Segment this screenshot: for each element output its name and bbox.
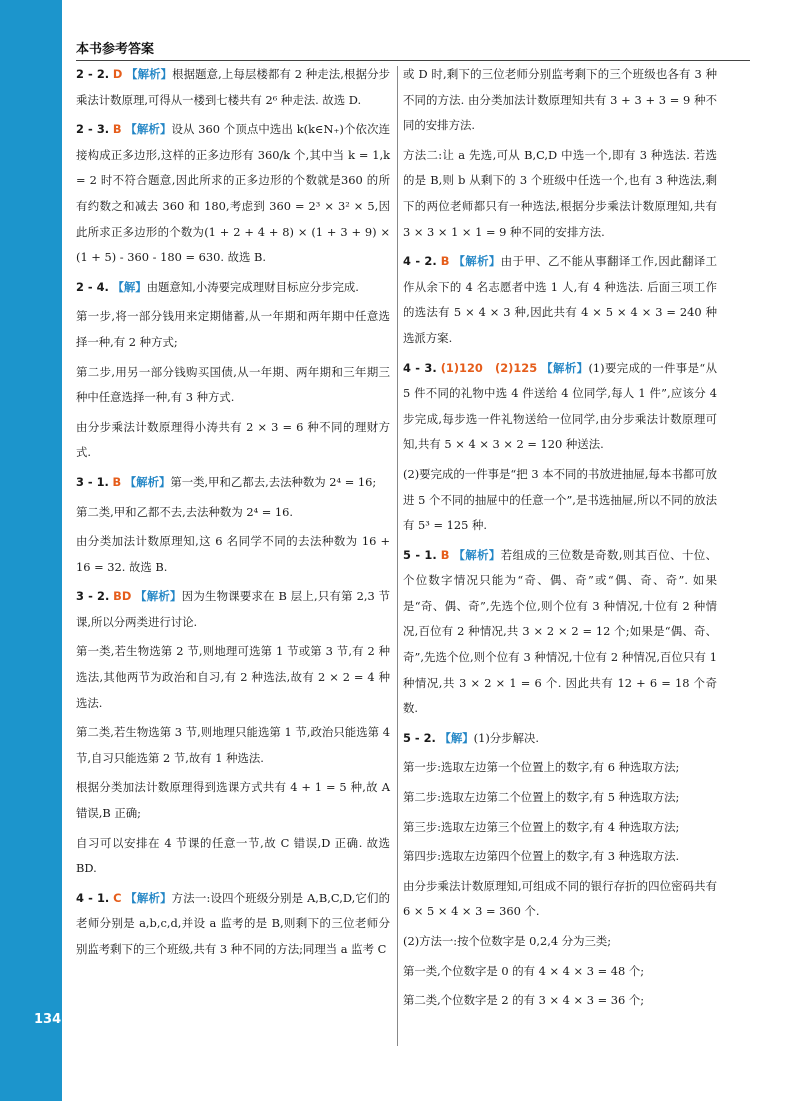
left-column (76, 62, 390, 967)
page-number: 134 (34, 1012, 62, 1027)
explanation-text: 由分类加法计数原理知,这 6 名同学不同的去法种数为 16 + 16 = 32. 故选 B. (76, 534, 390, 574)
answer-paragraph (403, 959, 717, 985)
answer-choice: D (112, 67, 123, 81)
solution-tag: 【解析】 (541, 360, 589, 375)
explanation-text: 第四步:选取左边第四个位置上的数字,有 3 种选取方法. (403, 849, 680, 864)
solution-tag: 【解析】 (125, 890, 172, 905)
right-column (403, 62, 717, 1018)
explanation-text: 若组成的三位数是奇数,则其百位、十位、个位数字情况只能为“奇、偶、奇”或“偶、奇、奇”. 如果是“奇、偶、奇”,先选个位,则个位有 3 种情况,十位有 2 种情况,百位有 2 种情况,共 3 × 2 × 2 = 12 个;如果是“偶、奇、奇”,先选个位,则个位有 3 种情况,十位有 2 种情况,百位只有 1 种情况,共 3 × 2 × 1 = 6 个. 因此共有 12 + 6 = 18 个奇数. (403, 547, 717, 716)
explanation-text: 第一类,个位数字是 0 的有 4 × 4 × 3 = 48 个; (403, 963, 645, 978)
explanation-text: 第三步:选取左边第三个位置上的数字,有 4 种选取方法; (403, 819, 680, 834)
problem-number: 5 - 1. (403, 547, 437, 562)
explanation-text: 方法一:设四个班级分别是 A,B,C,D,它们的老师分别是 a,b,c,d,并设 a 监考的是 B,则剩下的三位老师分别监考剩下的三个班级,共有 3 种不同的方法;同理当 a 监考 C (76, 890, 390, 956)
answer-paragraph (76, 886, 390, 963)
answer-paragraph (403, 62, 717, 139)
problem-number: 2 - 3. (76, 122, 110, 137)
explanation-text: 第二类,个位数字是 2 的有 3 × 4 × 3 = 36 个; (403, 993, 645, 1008)
explanation-text: 由分步乘法计数原理得小涛共有 2 × 3 = 6 种不同的理财方式. (76, 419, 390, 460)
solution-tag: 【解】 (112, 279, 147, 294)
solution-tag: 【解析】 (124, 474, 171, 489)
answer-paragraph (403, 249, 717, 351)
problem-number: 4 - 2. (403, 254, 437, 269)
explanation-text: 第一步:选取左边第一个位置上的数字,有 6 种选取方法; (403, 760, 680, 775)
explanation-text: 自习可以安排在 4 节课的任意一节,故 C 错误,D 正确. 故选BD. (76, 835, 390, 876)
answer-paragraph (403, 785, 717, 811)
answer-paragraph (403, 844, 717, 870)
answer-paragraph (76, 775, 390, 826)
explanation-text: 因为生物课要求在 B 层上,只有第 2,3 节课,所以分两类进行讨论. (76, 589, 390, 629)
answer-paragraph (76, 720, 390, 771)
explanation-text: 由分步乘法计数原理知,可组成不同的银行存折的四位密码共有 6 × 5 × 4 × 3 = 360 个. (403, 878, 717, 919)
explanation-text: 由题意知,小涛要完成理财目标应分步完成. (146, 279, 359, 294)
solution-tag: 【解析】 (126, 67, 173, 81)
problem-number: 3 - 2. (76, 589, 110, 604)
answer-paragraph (403, 755, 717, 781)
answer-choice: (1)120 (2)125 (440, 360, 538, 375)
header-rule (76, 60, 750, 61)
answer-paragraph (76, 117, 390, 271)
answer-paragraph (403, 462, 717, 539)
explanation-text: 由于甲、乙不能从事翻译工作,因此翻译工作从余下的 4 名志愿者中选 1 人,有 4 种选法. 后面三项工作的选法有 5 × 4 × 3 种,因此共有 4 × 5 × 4 × 3 = 240 种选派方案. (403, 254, 717, 345)
answer-choice: B (112, 474, 122, 489)
answer-paragraph (76, 275, 390, 301)
answer-choice: C (113, 890, 122, 905)
problem-number: 5 - 2. (403, 730, 436, 745)
problem-number: 4 - 1. (76, 890, 110, 905)
explanation-text: 方法二:让 a 先选,可从 B,C,D 中选一个,即有 3 种选法. 若选的是 B,则 b 从剩下的 3 个班级中任选一个,也有 3 种选法,剩下的两位老师都只有一种选法,根据分步乘法计数原理知,共有 3 × 3 × 1 × 1 = 9 种不同的安排方法. (403, 147, 717, 239)
explanation-text: (2)方法一:按个位数字是 0,2,4 分为三类; (403, 934, 612, 948)
answer-paragraph (403, 543, 717, 722)
explanation-text: 第一步,将一部分钱用来定期储蓄,从一年期和两年期中任意选择一种,有 2 种方式; (76, 309, 390, 349)
explanation-text: 第二步:选取左边第二个位置上的数字,有 5 种选取方法; (403, 790, 680, 805)
answer-paragraph (76, 470, 390, 496)
solution-tag: 【解析】 (135, 589, 182, 604)
problem-number: 3 - 1. (76, 474, 109, 489)
page-header-title: 本书参考答案 (76, 42, 155, 57)
answer-paragraph (403, 143, 717, 245)
explanation-text: 第二类,甲和乙都不去,去法种数为 2⁴ = 16. (76, 504, 294, 519)
solution-tag: 【解析】 (453, 547, 501, 562)
explanation-text: (2)要完成的一件事是“把 3 本不同的书放进抽屉,每本书都可放进 5 个不同的抽屉中的任意一个”,是书选抽屉,所以不同的放法有 5³ = 125 种. (403, 466, 717, 533)
answer-paragraph (76, 62, 390, 113)
explanation-text: 设从 360 个顶点中选出 k(k∈N₊)个依次连接构成正多边形,这样的正多边形有 360/k 个,其中当 k = 1,k = 2 时不符合题意,因此所求的正多边形的个数就是360 的所有约数之和减去 360 和 180,考虑到 360 = 2³ × 3² × 5,因此所求正多边形的个数为(1 + 2 + 4 + 8) × (1 + 3 + 9) × (1 + 5) - 360 - 180 = 630. 故选 B. (76, 122, 390, 265)
solution-tag: 【解析】 (453, 254, 501, 269)
answer-paragraph (76, 639, 390, 716)
explanation-text: 第二类,若生物选第 3 节,则地理只能选第 1 节,政治只能选第 4 节,自习只能选第 2 节,故有 1 种选法. (76, 725, 390, 765)
answer-paragraph (403, 988, 717, 1014)
problem-number: 2 - 2. (76, 67, 110, 81)
column-divider (397, 66, 398, 1046)
answer-paragraph (76, 529, 390, 580)
answer-paragraph (76, 831, 390, 882)
side-color-bar (0, 0, 62, 1101)
answer-choice: B (440, 547, 450, 562)
answer-choice: BD (113, 589, 132, 604)
explanation-text: 第一类,甲和乙都去,去法种数为 2⁴ = 16; (170, 474, 377, 489)
explanation-text: 第一类,若生物选第 2 节,则地理可选第 1 节或第 3 节,有 2 种选法,其他两节为政治和自习,有 2 种选法,故有 2 × 2 = 4 种选法. (76, 644, 390, 710)
answer-paragraph (403, 356, 717, 458)
explanation-text: 或 D 时,剩下的三位老师分别监考剩下的三个班级也各有 3 种不同的方法. 由分类加法计数原理知共有 3 + 3 + 3 = 9 种不同的安排方法. (403, 67, 717, 133)
solution-tag: 【解】 (439, 730, 474, 745)
answer-paragraph (76, 304, 390, 355)
answer-paragraph (403, 874, 717, 925)
answer-choice: B (112, 122, 122, 137)
solution-tag: 【解析】 (125, 122, 172, 137)
answer-paragraph (76, 584, 390, 635)
answer-paragraph (403, 929, 717, 955)
explanation-text: 第二步,用另一部分钱购买国债,从一年期、两年期和三年期三种中任意选择一种,有 3 种方式. (76, 364, 390, 405)
problem-number: 4 - 3. (403, 360, 437, 375)
answer-paragraph (76, 415, 390, 466)
problem-number: 2 - 4. (76, 279, 109, 294)
explanation-text: 根据分类加法计数原理得到选课方式共有 4 + 1 = 5 种,故 A 错误,B 正确; (76, 780, 390, 821)
answer-choice: B (440, 254, 450, 269)
explanation-text: (1)分步解决. (473, 730, 539, 745)
answer-paragraph (76, 360, 390, 411)
answer-paragraph (76, 500, 390, 526)
answer-paragraph (403, 815, 717, 841)
answer-paragraph (403, 726, 717, 752)
explanation-text: 根据题意,上每层楼都有 2 种走法,根据分步乘法计数原理,可得从一楼到七楼共有 2⁶ 种走法. 故选 D. (76, 67, 390, 107)
explanation-text: (1)要完成的一件事是“从 5 件不同的礼物中选 4 件送给 4 位同学,每人 1 件”,应该分 4 步完成,每步选一件礼物送给一位同学,由分步乘法计数原理可知,共有 5 × 4 × 3 × 2 = 120 种送法. (403, 360, 718, 452)
